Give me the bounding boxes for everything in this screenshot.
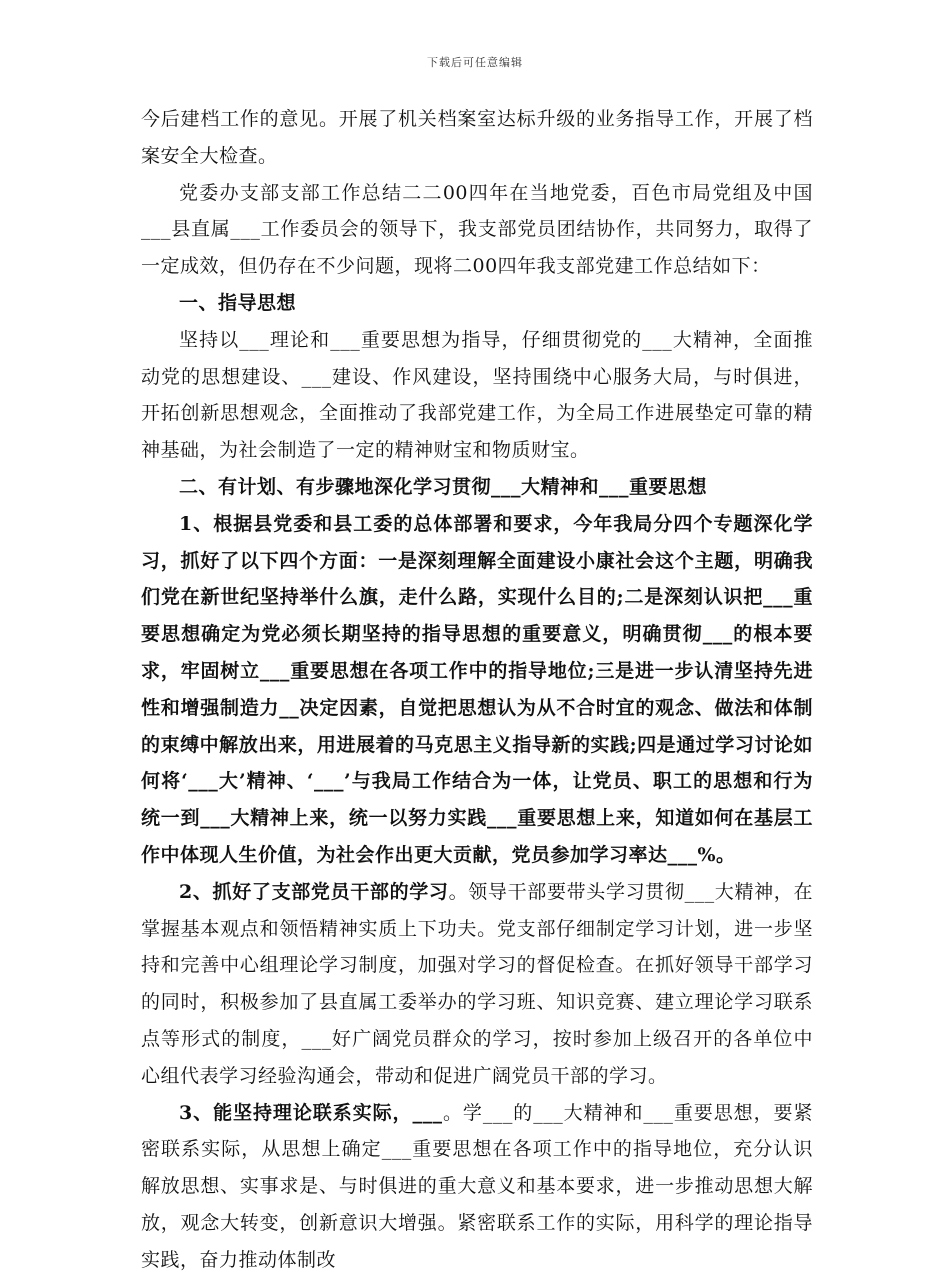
paragraph-item-3 bbox=[141, 1095, 813, 1279]
paragraph-item-3-body: 。学___的___大精神和___重要思想，要紧密联系实际，从思想上确定___重要思想在各项工作中的指导地位，充分认识解放思想、实事求是、与时俱进的重大意义和基本要求，进一步推动思想大解放，观念大转变，创新意识大增强。紧密联系工作的实际，用科学的理论指导实践，奋力推动体制改 bbox=[141, 1101, 813, 1271]
paragraph-item-2 bbox=[141, 874, 813, 1095]
section-heading-guiding-ideology: 一、指导思想 bbox=[179, 291, 297, 314]
page-header: 下载后可任意编辑 bbox=[427, 56, 523, 69]
paragraph-item-2-body: 。领导干部要带头学习贯彻___大精神，在掌握基本观点和领悟精神实质上下功夫。党支部仔细制定学习计划，进一步坚持和完善中心组理论学习制度，加强对学习的督促检查。在抓好领导干部学习的同时，积极参加了县直属工委举办的学习班、知识竞赛、建立理论学习联系点等形式的制度，___好广阔党员群众的学习，按时参加上级召开的各单位中心组代表学习经验沟通会，带动和促进广阔党员干部的学习。 bbox=[141, 880, 813, 1087]
paragraph-continuation: 今后建档工作的意见。开展了机关档案室达标升级的业务指导工作，开展了档案安全大检查。 bbox=[141, 108, 813, 167]
document-body bbox=[141, 101, 813, 1279]
paragraph-item-2-lead: 2、抓好了支部党员干部的学习 bbox=[179, 880, 449, 903]
paragraph-item-3-lead: 3、能坚持理论联系实际，___ bbox=[179, 1101, 443, 1124]
section-heading-study-plan: 二、有计划、有步骤地深化学习贯彻___大精神和___重要思想 bbox=[179, 475, 708, 498]
paragraph-intro: 党委办支部支部工作总结二二00四年在当地党委，百色市局党组及中国___县直属___工作委员会的领导下，我支部党员团结协作，共同努力，取得了一定成效，但仍存在不少问题，现将二00四年我支部党建工作总结如下： bbox=[141, 181, 813, 278]
paragraph-item-1: 1、根据县党委和县工委的总体部署和要求，今年我局分四个专题深化学习，抓好了以下四个方面：一是深刻理解全面建设小康社会这个主题，明确我们党在新世纪坚持举什么旗，走什么路，实现什么目的;二是深刻认识把___重要思想确定为党必须长期坚持的指导思想的重要意义，明确贯彻___的根本要求，牢固树立___重要思想在各项工作中的指导地位;三是进一步认清坚持先进性和增强制造力__决定因素，自觉把思想认为从不合时宜的观念、做法和体制的束缚中解放出来，用进展着的马克思主义指导新的实践;四是通过学习讨论如何将‘___大’精神、‘___’与我局工作结合为一体，让党员、职工的思想和行为统一到___大精神上来，统一以努力实践___重要思想上来，知道如何在基层工作中体现人生价值，为社会作出更大贡献，党员参加学习率达___%。 bbox=[141, 512, 813, 866]
paragraph-guiding-ideology: 坚持以___理论和___重要思想为指导，仔细贯彻党的___大精神，全面推动党的思想建设、___建设、作风建设，坚持围绕中心服务大局，与时俱进，开拓创新思想观念，全面推动了我部党建工作，为全局工作进展垫定可靠的精神基础，为社会制造了一定的精神财宝和物质财宝。 bbox=[141, 328, 813, 462]
